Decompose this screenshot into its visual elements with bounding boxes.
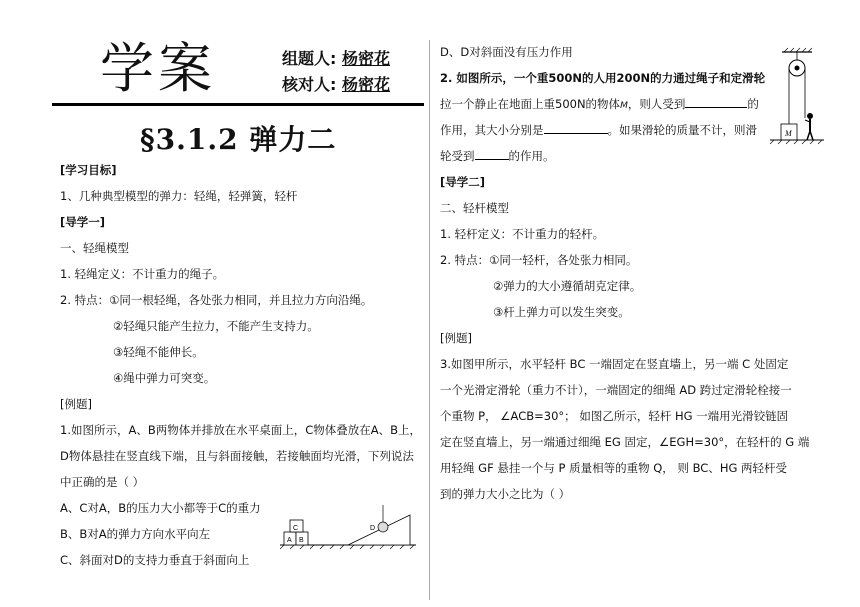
rope-feature-1: 2. 特点：①同一根轻绳，各处张力相同，并且拉力方向沿绳。 <box>60 293 373 307</box>
q2-line-4 <box>440 148 555 164</box>
q3-line-6: 到的弹力大小之比为（ ） <box>440 487 571 501</box>
rod-feature-1: 2. 特点：①同一轻杆，各处张力相同。 <box>440 253 638 267</box>
column-divider <box>429 40 430 600</box>
q2-blank-1 <box>685 107 747 108</box>
q2-line-3-b: 。如果滑轮的质量不计，则滑 <box>607 123 757 137</box>
rope-feature-2: ②轻绳只能产生拉力，不能产生支持力。 <box>113 319 319 333</box>
label-b: B <box>299 537 304 544</box>
rod-feature-2: ②弹力的大小遵循胡克定律。 <box>493 279 642 293</box>
label-a: A <box>287 537 292 544</box>
rod-feature-3: ③杆上弹力可以发生突变。 <box>493 305 630 319</box>
q3-line-5: 用轻绳 GF 悬挂一个与 P 质量相等的重物 Q， 则 BC、HG 两轻杆受 <box>440 461 788 475</box>
setter-line <box>282 46 390 69</box>
figure-pulley <box>768 42 826 152</box>
label-c: C <box>293 525 299 532</box>
q2-line-4-b: 的作用。 <box>508 149 555 163</box>
section-title: §3.1.2 弹力二 <box>140 123 337 156</box>
setter-label: 组题人: <box>282 49 337 68</box>
page-big-title: 学案 <box>100 37 216 100</box>
example-header-right: [例题] <box>440 331 472 345</box>
example-header-left: [例题] <box>60 397 92 411</box>
checker-label: 核对人: <box>282 75 337 94</box>
rope-feature-3: ③轻绳不能伸长。 <box>113 345 204 359</box>
q1-option-a: A、C对A，B的压力大小都等于C的重力 <box>60 501 261 515</box>
ball-d <box>378 522 388 532</box>
person-leg-right <box>810 131 813 140</box>
pulley-axle <box>795 66 800 71</box>
person-head <box>807 113 813 119</box>
q2-line-2 <box>440 96 759 114</box>
q1-option-b: B、B对A的弹力方向水平向左 <box>60 527 211 541</box>
goal-header: [学习目标] <box>60 163 117 177</box>
person-leg-left <box>807 131 810 140</box>
guide2-header: [导学二] <box>440 175 486 189</box>
header-divider <box>52 103 424 106</box>
q2-line-4-a: 轮受到 <box>440 149 475 163</box>
q2-blank-3 <box>475 159 509 160</box>
q3-line-1: 3.如图甲所示，水平轻杆 BC 一端固定在竖直墙上，另一端 C 处固定 <box>440 357 789 371</box>
q2-line-1: 2. 如图所示，一个重500N的人用200N的力通过绳子和定滑轮 <box>440 71 766 85</box>
figure-blocks-incline <box>280 505 420 550</box>
q1-line-3: 中正确的是（ ） <box>60 475 145 489</box>
q2-line-2-c: 的 <box>747 97 759 111</box>
goal-item: 1、几种典型模型的弹力：轻绳，轻弹簧，轻杆 <box>60 189 298 203</box>
rod-definition: 1. 轻杆定义：不计重力的轻杆。 <box>440 227 605 241</box>
q1-option-c: C、斜面对D的支持力垂直于斜面向上 <box>60 553 250 567</box>
q1-line-2: D物体悬挂在竖直线下端，且与斜面接触，若接触面均光滑，下列说法 <box>60 449 414 463</box>
rope-header: 一、轻绳模型 <box>60 241 129 255</box>
q3-line-4: 定在竖直墙上，另一端通过细绳 EG 固定，∠EGH=30°，在轻杆的 G 端 <box>440 435 810 449</box>
q2-line-3-a: 作用，其大小分别是 <box>440 123 544 137</box>
q3-line-3: 个重物 P， ∠ACB=30°； 如图乙所示，轻杆 HG 一端用光滑铰链固 <box>440 409 789 423</box>
q1-option-d: D、D对斜面没有压力作用 <box>440 45 573 59</box>
q3-line-2: 一个光滑定滑轮（重力不计），一端固定的细绳 AD 跨过定滑轮栓接一 <box>440 383 792 397</box>
rod-header: 二、轻杆模型 <box>440 201 509 215</box>
checker-value: 杨密花 <box>341 75 390 94</box>
guide1-header: [导学一] <box>60 215 106 229</box>
rope-definition: 1. 轻绳定义：不计重力的绳子。 <box>60 267 225 281</box>
setter-value: 杨密花 <box>341 49 390 68</box>
q2-mass-label: M <box>620 101 628 111</box>
q2-blank-2 <box>544 133 608 134</box>
q2-line-2-a: 拉一个静止在地面上重500N的物体 <box>440 97 621 111</box>
label-d: D <box>370 525 376 532</box>
mass-m-label: M <box>785 129 792 138</box>
checker-line <box>282 72 390 95</box>
q2-line-2-b: ，则人受到 <box>627 97 686 111</box>
rope-feature-4: ④绳中弹力可突变。 <box>113 371 216 385</box>
q1-line-1: 1.如图所示，A、B两物体并排放在水平桌面上，C物体叠放在A、B上， <box>60 423 422 437</box>
q2-line-3 <box>440 122 757 138</box>
